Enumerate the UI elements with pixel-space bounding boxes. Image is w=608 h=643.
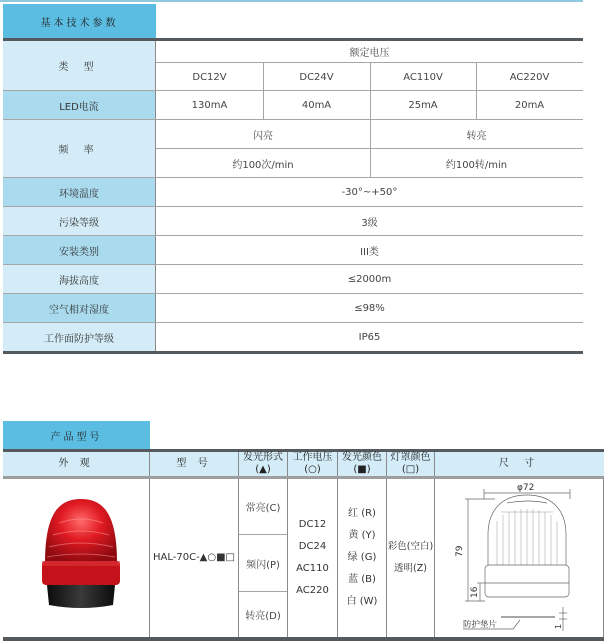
row-label: 工作面防护等级 <box>3 323 156 351</box>
light-color-option: 蓝 (B) <box>348 574 376 585</box>
voltage-list <box>288 479 337 637</box>
table-row-install-category <box>3 236 583 265</box>
pad-thickness-label: 1 <box>554 623 563 629</box>
circle-symbol: (○) <box>304 464 321 475</box>
header-text: 灯罩颜色 <box>390 452 431 463</box>
row-value: III类 <box>360 246 379 258</box>
row-value: 3级 <box>361 217 378 229</box>
table-bottom-rule <box>3 637 604 641</box>
table-row-altitude <box>3 265 583 294</box>
header-light-mode <box>239 452 288 476</box>
top-rule <box>0 0 583 2</box>
row-label: LED电流 <box>3 91 156 119</box>
header-text: 尺 寸 <box>498 458 541 469</box>
table-bottom-rule <box>3 351 583 354</box>
table-row-led-current <box>3 91 583 120</box>
row-label: 海拔高度 <box>3 265 156 293</box>
table-row-frequency <box>3 120 583 178</box>
model-table-header <box>3 452 604 479</box>
light-color-option: 红 (R) <box>348 508 376 519</box>
header-cover-color <box>387 452 435 476</box>
current-cell: 25mA <box>408 99 438 111</box>
light-color-option: 白 (W) <box>346 596 378 607</box>
rated-voltage-header: 额定电压 <box>349 48 390 59</box>
header-text: 外 观 <box>58 458 94 469</box>
section-title-text: 产品型号 <box>50 431 103 443</box>
header-text: 发光形式 <box>243 452 283 463</box>
voltage-cell: AC110V <box>403 71 443 83</box>
divider <box>370 91 371 119</box>
header-voltage <box>288 452 338 476</box>
divider <box>370 63 371 91</box>
header-dimensions <box>435 452 604 476</box>
current-cell: 130mA <box>191 99 228 111</box>
model-code: HAL-70C-▲○■□ <box>153 552 235 563</box>
row-label: 安装类别 <box>3 236 156 264</box>
divider <box>263 91 264 119</box>
header-model <box>150 452 239 476</box>
cover-color-option: 彩色(空白) <box>387 541 434 552</box>
row-label: 环境温度 <box>3 178 156 206</box>
empty-square-symbol: (□) <box>401 464 420 475</box>
voltage-cell: AC220V <box>509 71 550 83</box>
pad-label: 防护垫片 <box>463 620 498 630</box>
header-text: 型 号 <box>176 458 212 469</box>
cover-color-list <box>387 479 434 637</box>
light-color-option: 绿 (G) <box>347 552 377 563</box>
voltage-cell: DC12V <box>192 71 227 83</box>
cover-color-cell <box>387 479 435 637</box>
cover-color-option: 透明(Z) <box>394 563 427 574</box>
row-value: ≤98% <box>354 302 385 314</box>
current-cell: 40mA <box>301 99 332 111</box>
divider <box>476 91 477 119</box>
light-color-option: 黄 (Y) <box>348 530 376 541</box>
voltage-option: AC220 <box>296 585 329 596</box>
table-row-humidity <box>3 294 583 323</box>
table-row-type <box>3 41 583 91</box>
section-title-text: 基本技术参数 <box>40 17 119 29</box>
voltage-cell: DC24V <box>299 71 334 83</box>
light-color-list <box>338 479 386 637</box>
row-label: 类 型 <box>3 41 156 90</box>
header-appearance <box>3 452 150 476</box>
filled-square-symbol: (■) <box>353 464 371 475</box>
table-row-ip-rating <box>3 323 583 351</box>
row-label: 污染等级 <box>3 207 156 235</box>
light-mode-option: 频闪(P) <box>246 559 280 571</box>
header-light-color <box>338 452 387 476</box>
current-cell: 20mA <box>514 99 545 111</box>
model-code-cell <box>150 479 239 637</box>
row-label: 频 率 <box>3 120 156 177</box>
height-label: 79 <box>455 545 465 557</box>
light-mode-cell <box>239 479 288 637</box>
voltage-option: AC110 <box>296 563 329 574</box>
row-value: IP65 <box>358 331 381 343</box>
dimensions-cell <box>435 479 604 637</box>
voltage-option: DC12 <box>298 519 327 530</box>
base-height-label: 16 <box>470 586 480 598</box>
light-mode-option: 转亮(D) <box>245 611 281 622</box>
table-row-ambient-temp <box>3 178 583 207</box>
header-text: 工作电压 <box>292 452 333 463</box>
table-row-pollution-level <box>3 207 583 236</box>
rotate-mode-label: 转亮 <box>466 130 487 142</box>
rotate-rate: 约100转/min <box>445 159 508 171</box>
divider <box>263 63 264 91</box>
divider <box>370 120 371 177</box>
diameter-label: φ72 <box>517 483 535 493</box>
appearance-cell <box>3 479 150 637</box>
triangle-symbol: (▲) <box>255 464 271 475</box>
flash-rate: 约100次/min <box>232 159 294 171</box>
flash-mode-label: 闪亮 <box>253 130 273 142</box>
warning-lamp-image <box>39 493 123 613</box>
row-label: 空气相对湿度 <box>3 294 156 322</box>
section-title-product-model <box>3 421 150 449</box>
header-text: 发光颜色 <box>342 452 382 463</box>
row-value: -30°~+50° <box>341 186 398 198</box>
model-table-body <box>3 479 604 637</box>
divider <box>476 63 477 91</box>
voltage-cell <box>288 479 338 637</box>
row-value: ≤2000m <box>347 273 392 285</box>
dimension-drawing <box>435 479 604 637</box>
voltage-option: DC24 <box>298 541 327 552</box>
light-mode-option: 常亮(C) <box>245 503 281 514</box>
light-color-cell <box>338 479 387 637</box>
section-title-tech-params <box>3 4 156 38</box>
